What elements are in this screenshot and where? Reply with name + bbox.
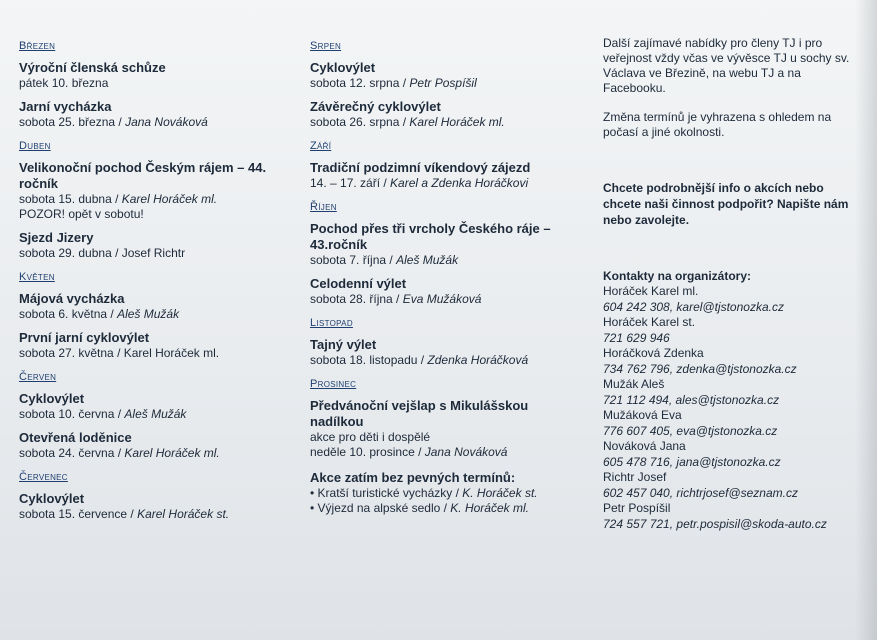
month-heading: Prosinec [310, 378, 357, 390]
contacts-title: Kontakty na organizátory: [603, 269, 752, 283]
event-title: Celodenní výlet [310, 276, 407, 291]
month-heading: Květen [19, 271, 55, 283]
event-item [310, 60, 572, 91]
contact-name: Horáček Karel ml. [603, 284, 699, 298]
event-title: Předvánoční vejšlap s Mikulášskou nadílkou [310, 398, 529, 429]
event-item [310, 221, 572, 268]
event-title: Cyklovýlet [19, 391, 85, 406]
event-date-organizer: sobota 25. března / Jana Nováková [19, 115, 208, 129]
event-title: První jarní cyklovýlet [19, 330, 150, 345]
event-date-organizer: sobota 6. května / Aleš Mužák [19, 307, 180, 321]
event-item [19, 391, 289, 422]
month-heading: Září [310, 140, 332, 152]
event-date-organizer: sobota 10. června / Aleš Mužák [19, 407, 187, 421]
event-date-organizer: sobota 15. dubna / Karel Horáček ml. [19, 192, 218, 206]
event-date-organizer: sobota 15. července / Karel Horáček st. [19, 507, 230, 521]
month-section [19, 40, 289, 130]
event-date-organizer: akce pro děti i dospělé [310, 430, 431, 444]
contact-name: Nováková Jana [603, 439, 686, 453]
month-section [310, 378, 572, 460]
month-heading: Říjen [310, 201, 337, 213]
event-date-organizer: sobota 26. srpna / Karel Horáček ml. [310, 115, 505, 129]
contact-name: Richtr Josef [603, 470, 667, 484]
event-item [310, 276, 572, 307]
event-item [310, 337, 572, 368]
month-section [19, 271, 289, 361]
event-title: Výroční členská schůze [19, 60, 166, 75]
contact-name: Horáček Karel st. [603, 315, 696, 329]
no-date-title: Akce zatím bez pevných termínů: [310, 470, 516, 485]
month-section [19, 471, 289, 522]
event-item [310, 398, 572, 460]
month-heading: Březen [19, 40, 56, 52]
event-item [19, 330, 289, 361]
contact-name: Mužák Aleš [603, 377, 665, 391]
contact-phone-email: 721 629 946 [603, 330, 670, 345]
event-date-organizer: sobota 27. května / Karel Horáček ml. [19, 346, 220, 360]
event-date-organizer: sobota 18. listopadu / Zdenka Horáčková [310, 353, 529, 367]
event-note: neděle 10. prosince / Jana Nováková [310, 445, 508, 459]
event-item [310, 99, 572, 130]
event-date-organizer: sobota 7. října / Aleš Mužák [310, 253, 459, 267]
info-column [603, 36, 853, 532]
contact-us-paragraph: Chcete podrobnější info o akcích nebo chcete naši činnost podpořit? Napište nám nebo zavolejte. [603, 181, 849, 227]
event-title: Cyklovýlet [310, 60, 376, 75]
event-title: Tajný výlet [310, 337, 377, 352]
event-item [310, 160, 572, 191]
month-heading: Červenec [19, 471, 68, 483]
month-heading: Srpen [310, 40, 342, 52]
no-date-item: • Výjezd na alpské sedlo / K. Horáček ml. [310, 501, 529, 515]
event-date-organizer: sobota 24. června / Karel Horáček ml. [19, 446, 220, 460]
no-date-events [310, 470, 572, 516]
month-section [19, 140, 289, 261]
contact-phone-email: 604 242 308, karel@tjstonozka.cz [603, 299, 784, 314]
no-date-item: • Kratší turistické vycházky / K. Horáček st. [310, 486, 538, 500]
event-date-organizer: 14. – 17. září / Karel a Zdenka Horáčkovi [310, 176, 529, 190]
month-section [19, 371, 289, 461]
event-title: Cyklovýlet [19, 491, 85, 506]
event-title: Pochod přes tři vrcholy Českého ráje – 43.ročník [310, 221, 551, 252]
event-item [19, 160, 289, 222]
event-title: Sjezd Jizery [19, 230, 94, 245]
month-heading: Duben [19, 140, 51, 152]
event-note: POZOR! opět v sobotu! [19, 207, 144, 221]
event-title: Otevřená loděnice [19, 430, 132, 445]
event-title: Májová vycházka [19, 291, 125, 306]
month-heading: Listopad [310, 317, 353, 329]
event-date-organizer: sobota 12. srpna / Petr Pospíšil [310, 76, 477, 90]
event-date-organizer: sobota 29. dubna / Josef Richtr [19, 246, 186, 260]
contact-phone-email: 734 762 796, zdenka@tjstonozka.cz [603, 361, 797, 376]
event-title: Závěrečný cyklovýlet [310, 99, 441, 114]
month-section [310, 317, 572, 368]
month-section [310, 40, 572, 130]
event-item [19, 60, 289, 91]
changes-paragraph: Změna termínů je vyhrazena s ohledem na počasí a jiné okolnosti. [603, 110, 832, 139]
event-item [19, 430, 289, 461]
contacts-list [603, 284, 853, 532]
offers-paragraph: Další zajímavé nabídky pro členy TJ i pro veřejnost vždy včas ve vývěsce TJ u sochy sv. Václava ve Březině, na webu TJ a na Facebooku. [603, 36, 850, 95]
contact-name: Mužáková Eva [603, 408, 682, 422]
contact-phone-email: 602 457 040, richtrjosef@seznam.cz [603, 485, 798, 500]
event-item [19, 291, 289, 322]
month-section [310, 201, 572, 307]
event-title: Jarní vycházka [19, 99, 112, 114]
contact-phone-email: 605 478 716, jana@tjstonozka.cz [603, 454, 781, 469]
page-edge-shadow [855, 0, 877, 640]
contact-phone-email: 776 607 405, eva@tjstonozka.cz [603, 423, 778, 438]
event-title: Tradiční podzimní víkendový zájezd [310, 160, 531, 175]
event-title: Velikonoční pochod Českým rájem – 44. ročník [19, 160, 267, 191]
event-item [19, 230, 289, 261]
schedule-column-2 [310, 36, 572, 516]
month-section [310, 140, 572, 191]
event-date-organizer: sobota 28. října / Eva Mužáková [310, 292, 482, 306]
event-item [19, 99, 289, 130]
schedule-column-1 [19, 36, 289, 532]
contact-phone-email: 721 112 494, ales@tjstonozka.cz [603, 392, 780, 407]
contact-name: Horáčková Zdenka [603, 346, 704, 360]
contact-phone-email: 724 557 721, petr.pospisil@skoda-auto.cz [603, 516, 827, 531]
event-date-organizer: pátek 10. března [19, 76, 109, 90]
contact-name: Petr Pospíšil [603, 501, 671, 515]
month-heading: Červen [19, 371, 57, 383]
event-item [19, 491, 289, 522]
